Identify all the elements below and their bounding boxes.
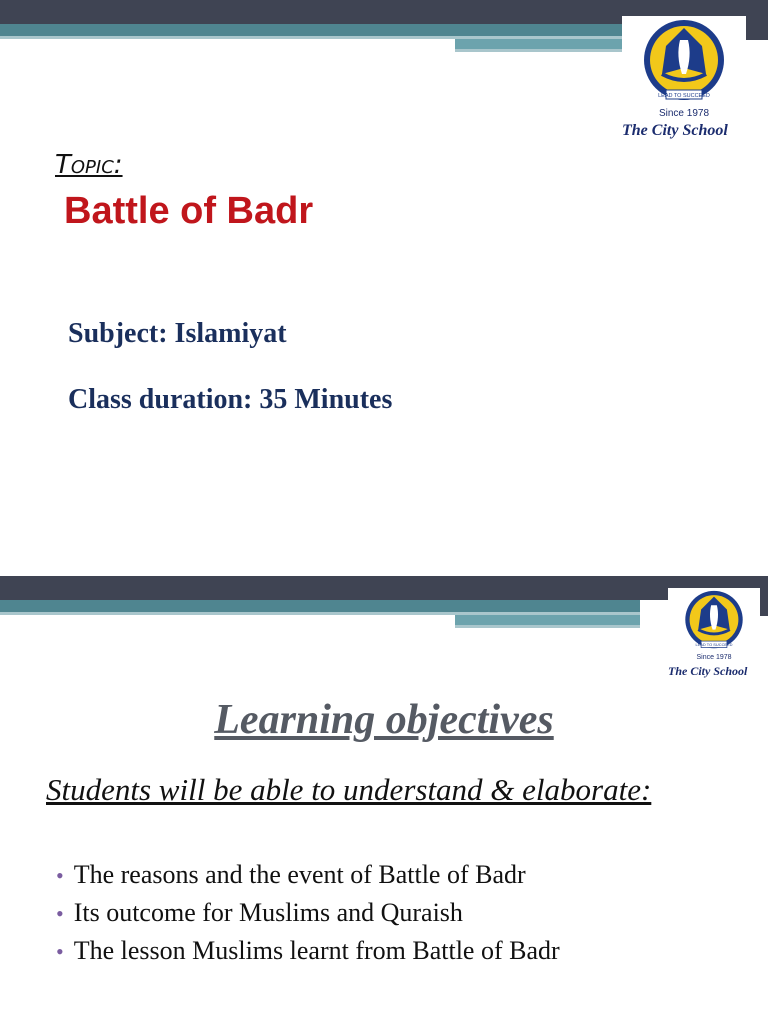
logo-school-name: The City School <box>668 664 748 678</box>
header-band-teal-step <box>455 39 640 49</box>
topic-title: Battle of Badr <box>64 190 314 232</box>
svg-text:LEAD TO SUCCEED: LEAD TO SUCCEED <box>658 93 710 99</box>
objectives-list <box>56 856 560 970</box>
school-logo <box>668 588 760 684</box>
objectives-subheading: Students will be able to understand & elaborate: <box>46 772 652 807</box>
header-band-teal-step <box>455 615 640 625</box>
list-item <box>56 856 560 894</box>
bullet-icon: • <box>56 939 64 964</box>
topic-label: Topic: <box>55 150 123 180</box>
list-item <box>56 894 560 932</box>
duration-line: Class duration: 35 Minutes <box>68 384 393 415</box>
logo-school-name: The City School <box>622 122 728 139</box>
header-band-corner <box>746 0 768 40</box>
crest-icon <box>668 588 760 654</box>
bullet-icon: • <box>56 863 64 888</box>
header-band-dark <box>0 576 768 600</box>
header-band-teal <box>0 24 640 36</box>
objective-text: Its outcome for Muslims and Quraish <box>73 898 463 927</box>
objectives-heading: Learning objectives <box>214 697 554 743</box>
header-band-light-step <box>455 49 640 52</box>
slide-objectives <box>0 576 768 1024</box>
slide-gap <box>0 560 768 576</box>
list-item <box>56 932 560 970</box>
bullet-icon: • <box>56 901 64 926</box>
header-band-teal <box>0 600 640 612</box>
subject-line: Subject: Islamiyat <box>68 318 287 349</box>
objective-text: The reasons and the event of Battle of Badr <box>73 860 526 889</box>
logo-since-text: Since 1978 <box>696 654 732 661</box>
school-logo <box>622 16 746 146</box>
crest-icon <box>622 16 746 108</box>
header-band-light-step <box>455 625 640 628</box>
objective-text: The lesson Muslims learnt from Battle of Badr <box>73 936 560 965</box>
logo-since-text: Since 1978 <box>658 108 710 119</box>
svg-text:LEAD TO SUCCEED: LEAD TO SUCCEED <box>695 642 733 648</box>
